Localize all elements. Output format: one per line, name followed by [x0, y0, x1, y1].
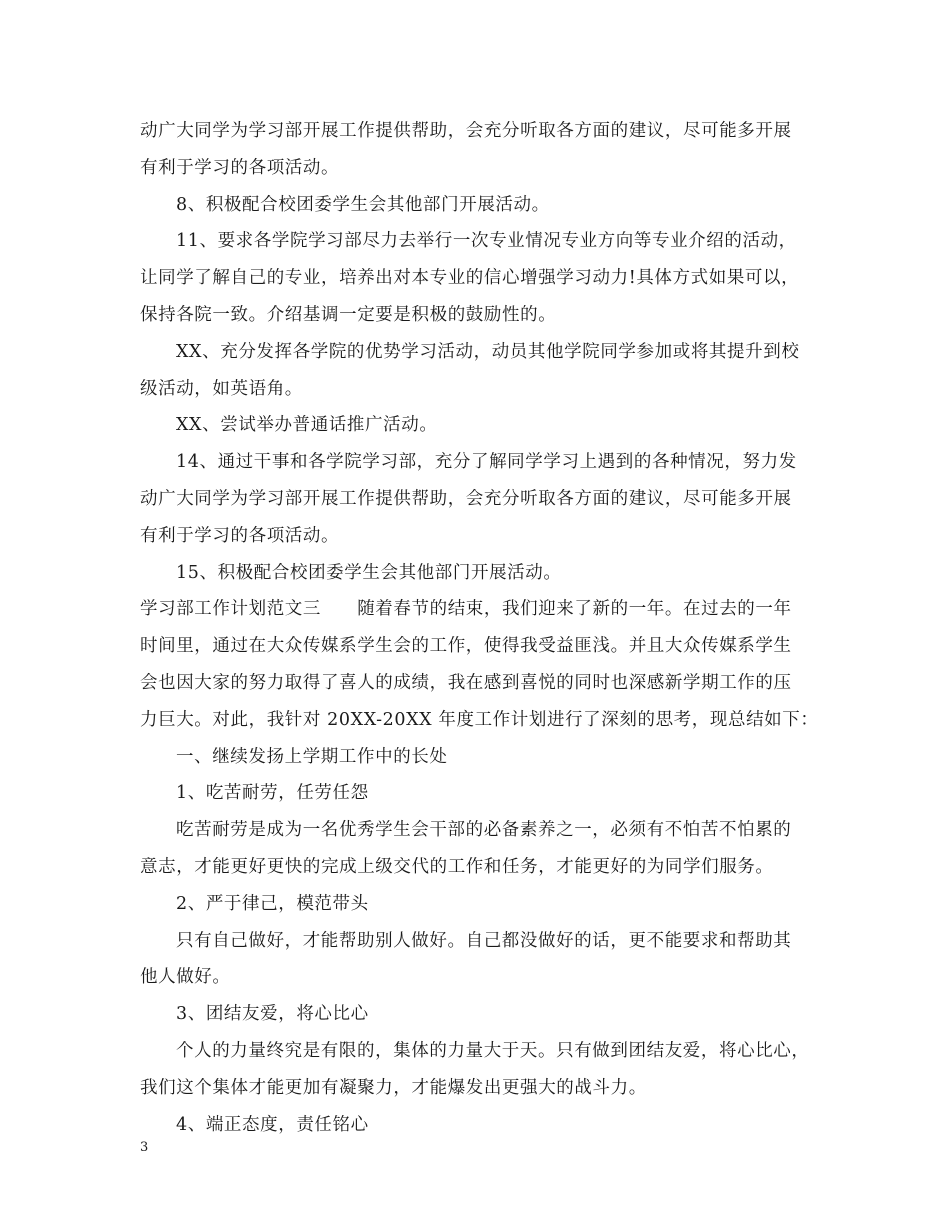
text-line: 只有自己做好，才能帮助别人做好。自己都没做好的话，更不能要求和帮助其 — [176, 930, 792, 951]
text-line: 有利于学习的各项活动。 — [140, 525, 340, 546]
text-line: 让同学了解自己的专业，培养出对本专业的信心增强学习动力!具体方式如果可以， — [140, 268, 800, 289]
section-heading-line: 学习部工作计划范文三 随着春节的结束，我们迎来了新的一年。在过去的一年 — [140, 599, 792, 620]
text-line: 时间里，通过在大众传媒系学生会的工作，使得我受益匪浅。并且大众传媒系学生 — [140, 636, 792, 657]
text-line: XX、充分发挥各学院的优势学习活动，动员其他学院同学参加或将其提升到校 — [176, 341, 800, 362]
subheading-line: 3、团结友爱，将心比心 — [176, 1004, 369, 1025]
subheading-line: 一、继续发扬上学期工作中的长处 — [176, 746, 448, 767]
text-line: 力巨大。对此，我针对 20XX-20XX 年度工作计划进行了深刻的思考，现总结如下： — [140, 709, 819, 730]
subheading-line: 4、端正态度，责任铭心 — [176, 1114, 369, 1135]
page-number: 3 — [140, 1140, 149, 1155]
text-line: XX、尝试举办普通话推广活动。 — [176, 415, 438, 436]
text-line: 会也因大家的努力取得了喜人的成绩，我在感到喜悦的同时也深感新学期工作的压 — [140, 672, 792, 693]
text-line: 他人做好。 — [140, 967, 231, 988]
text-line: 15、积极配合校团委学生会其他部门开展活动。 — [176, 562, 562, 583]
text-line: 吃苦耐劳是成为一名优秀学生会干部的必备素养之一，必须有不怕苦不怕累的 — [176, 820, 792, 841]
text-line: 动广大同学为学习部开展工作提供帮助，会充分听取各方面的建议，尽可能多开展 — [140, 121, 792, 141]
document-body — [140, 113, 819, 1143]
text-line: 11、要求各学院学习部尽力去举行一次专业情况专业方向等专业介绍的活动， — [176, 231, 797, 252]
text-line: 我们这个集体才能更加有凝聚力，才能爆发出更强大的战斗力。 — [140, 1077, 647, 1098]
text-line: 个人的力量终究是有限的，集体的力量大于天。只有做到团结友爱，将心比心， — [176, 1040, 810, 1061]
subheading-line: 2、严于律己，模范带头 — [176, 893, 369, 914]
subheading-line: 1、吃苦耐劳，任劳任怨 — [176, 783, 369, 804]
text-line: 保持各院一致。介绍基调一定要是积极的鼓励性的。 — [140, 304, 557, 325]
text-line: 意志，才能更好更快的完成上级交代的工作和任务，才能更好的为同学们服务。 — [140, 856, 774, 877]
text-line: 动广大同学为学习部开展工作提供帮助，会充分听取各方面的建议，尽可能多开展 — [140, 488, 792, 509]
text-line: 有利于学习的各项活动。 — [140, 157, 340, 178]
text-line: 14、通过干事和各学院学习部，充分了解同学学习上遇到的各种情况，努力发 — [176, 452, 797, 473]
text-line: 8、积极配合校团委学生会其他部门开展活动。 — [176, 194, 550, 215]
text-line: 级活动，如英语角。 — [140, 378, 303, 399]
